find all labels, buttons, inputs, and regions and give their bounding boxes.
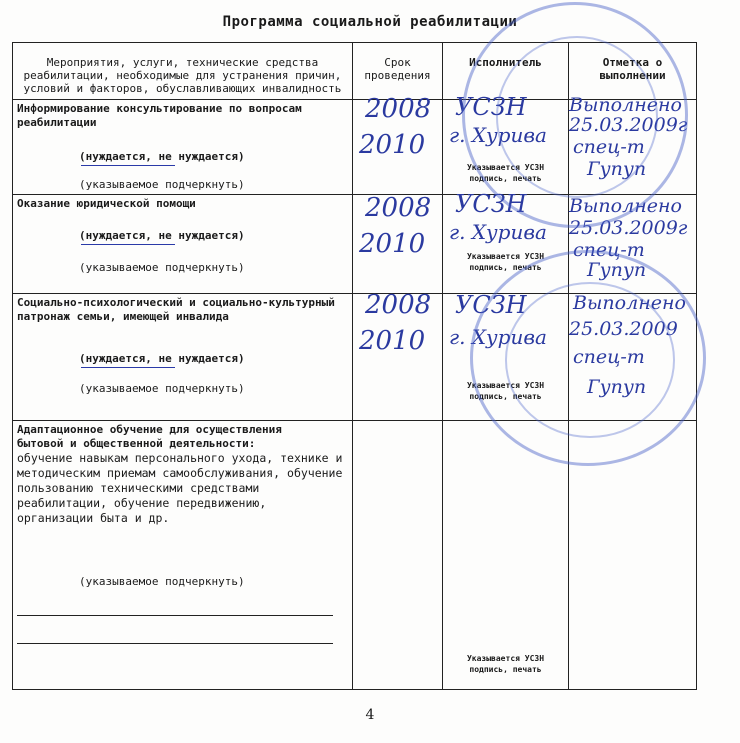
hint-text: (указываемое подчеркнуть) — [79, 178, 245, 191]
table-row — [13, 100, 697, 195]
executor-city: г. Хурива — [449, 220, 547, 244]
completion-date: 25.03.2009г — [569, 114, 688, 136]
completion-role: спец-т — [573, 346, 645, 368]
completion-role: спец-т — [573, 136, 645, 158]
completion-note: Выполнено — [569, 195, 682, 217]
period-from: 2008 — [365, 290, 432, 320]
executor-org: УСЗН — [455, 291, 527, 319]
executor-city: г. Хурива — [449, 123, 547, 147]
page-number: 4 — [365, 707, 375, 723]
period-from: 2008 — [365, 193, 432, 223]
executor-org: УСЗН — [455, 93, 527, 121]
signature-caption: Указывается УСЗН подпись, печать — [466, 381, 545, 401]
table-row — [13, 294, 697, 421]
need-underline — [81, 165, 175, 166]
completion-date: 25.03.2009г — [569, 217, 688, 239]
executor-city: г. Хурива — [449, 325, 547, 349]
period-from: 2008 — [365, 94, 432, 124]
period-to: 2010 — [359, 326, 426, 356]
hint-text: (указываемое подчеркнуть) — [79, 382, 245, 395]
executor-org: УСЗН — [455, 190, 527, 218]
table-row — [13, 195, 697, 294]
table-row — [13, 421, 697, 690]
completion-role: спец-т — [573, 239, 645, 261]
completion-signature: Гупуп — [587, 158, 647, 180]
measure-title: Социально-психологический и социально-культурный патронаж семьи, имеющей инвалида — [17, 296, 335, 323]
completion-date: 25.03.2009 — [569, 318, 678, 340]
header-executor: Исполнитель — [443, 43, 569, 100]
blank-line — [17, 615, 333, 616]
header-row — [13, 43, 697, 100]
need-underline — [81, 367, 175, 368]
signature-caption: Указывается УСЗН подпись, печать — [466, 252, 545, 272]
signature-caption: Указывается УСЗН подпись, печать — [466, 654, 545, 674]
page-title: Программа социальной реабилитации — [222, 14, 518, 30]
measure-title: Информирование консультирование по вопросам реабилитации — [17, 102, 302, 129]
need-options: (нуждается, не нуждается) — [79, 229, 245, 242]
rehab-table — [12, 42, 697, 690]
need-options: (нуждается, не нуждается) — [79, 150, 245, 163]
header-measures: Мероприятия, услуги, технические средства реабилитации, необходимые для устранения причин, условий и факторов, обуславливающих инвалидность — [13, 43, 353, 100]
period-to: 2010 — [359, 229, 426, 259]
header-completion: Отметка о выполнении — [569, 43, 697, 100]
measure-title: Оказание юридической помощи — [17, 197, 196, 210]
completion-note: Выполнено — [573, 292, 686, 314]
completion-signature: Гупуп — [587, 376, 647, 398]
header-period: Срок проведения — [353, 43, 443, 100]
completion-note: Выполнено — [569, 94, 682, 116]
blank-line — [17, 643, 333, 644]
measure-body: обучение навыкам персонального ухода, технике и методическим приемам самообслуживания, обучение пользованию техническими средствами реабилитации, обучение передвижению, организации быта и др. — [17, 451, 343, 525]
completion-signature: Гупуп — [587, 259, 647, 281]
hint-text: (указываемое подчеркнуть) — [79, 575, 245, 588]
need-options: (нуждается, не нуждается) — [79, 352, 245, 365]
need-underline — [81, 244, 175, 245]
measure-title: Адаптационное обучение для осуществления бытовой и общественной деятельности: — [17, 423, 282, 450]
signature-caption: Указывается УСЗН подпись, печать — [466, 163, 545, 183]
hint-text: (указываемое подчеркнуть) — [79, 261, 245, 274]
period-to: 2010 — [359, 130, 426, 160]
